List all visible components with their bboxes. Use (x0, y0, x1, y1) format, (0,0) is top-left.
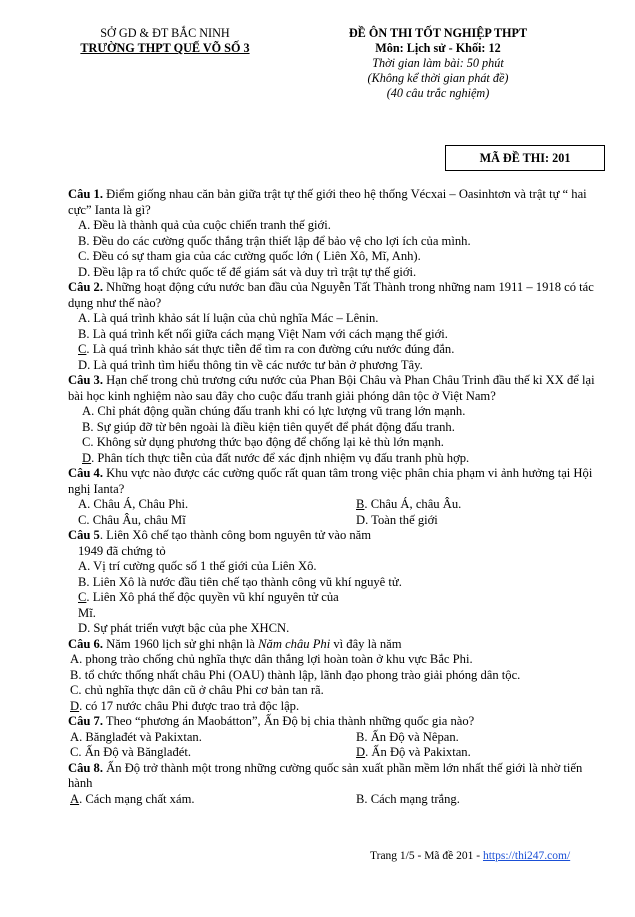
school-name: TRƯỜNG THPT QUẾ VÕ SỐ 3 (80, 41, 250, 55)
question-number: Câu 7. (68, 714, 103, 728)
question-7 (68, 714, 596, 761)
option-b: B. Sự giúp đỡ từ bên ngoài là điều kiện tiên quyết để phát động đấu tranh. (82, 419, 455, 434)
question-8-stem (68, 761, 596, 792)
question-5-stem (68, 528, 596, 544)
question-1 (68, 187, 596, 280)
option-a: A. Cách mạng chất xám. (70, 791, 195, 806)
option-c: C. Không sử dụng phương thức bạo động để chống lại kẻ thù lớn mạnh. (82, 435, 444, 449)
question-text: . Liên Xô chế tạo thành công bom nguyên tử vào năm (99, 528, 372, 542)
question-5 (68, 528, 596, 637)
question-count: (40 câu trắc nghiệm) (386, 86, 490, 100)
question-number: Câu 3. (68, 373, 103, 387)
option-b: B. tổ chức thống nhất châu Phi (OAU) thành lập, lãnh đạo phong trào giải phóng dân tộc. (70, 667, 521, 682)
option-b: B. Liên Xô là nước đầu tiên chế tạo thành công vũ khí nguyê tử. (78, 574, 402, 589)
option-b: B. Cách mạng trắng. (356, 791, 460, 806)
question-number: Câu 1. (68, 187, 103, 201)
footer-link[interactable]: https://thi247.com/ (482, 850, 571, 862)
question-number: Câu 5 (68, 528, 100, 542)
option-c: C. Là quá trình khảo sát thực tiễn để tìm ra con đường cứu nước đúng đắn. (78, 342, 455, 356)
question-number: Câu 6. (68, 636, 103, 651)
option-letter: D (70, 698, 80, 713)
option-d: D. Đều lập ra tổ chức quốc tế để giám sát và duy trì trật tự thế giới. (78, 264, 417, 279)
option-d: D. Sự phát triển vượt bậc của phe XHCN. (78, 621, 290, 635)
question-7-stem (68, 714, 596, 730)
footer-text: Trang 1/5 - Mã đề 201 - (370, 850, 483, 862)
question-text: Hạn chế trong chủ trương cứu nước của Phan Bội Châu và Phan Châu Trinh đầu thế kỉ XX để lại bài học kinh nghiệm nào sau đây cho cuộc đấu tranh giải phóng dân tộc ở Việt Nam? (68, 373, 595, 403)
department-name: SỞ GD & ĐT BẮC NINH (100, 26, 230, 40)
question-text-emphasis: Năm châu Phi (258, 636, 331, 651)
question-6 (68, 637, 596, 715)
option-a: A. Chỉ phát động quần chúng đấu tranh khi có lực lượng vũ trang lớn mạnh. (82, 404, 466, 418)
question-text: Năm 1960 lịch sử ghi nhận là (103, 636, 259, 651)
option-a: A. Bănglađét và Pakixtan. (70, 729, 202, 744)
question-number: Câu 8. (68, 760, 103, 775)
option-d: D. Phân tích thực tiễn của đất nước để xác định nhiệm vụ đấu tranh phù hợp. (82, 450, 470, 465)
option-b: B. Đều do các cường quốc thắng trận thiết lập để bảo vệ cho lợi ích của mình. (78, 233, 471, 248)
option-a: A. Là quá trình khảo sát lí luận của chủ nghĩa Mác – Lênin. (78, 311, 379, 325)
header-right (308, 26, 568, 101)
question-4-stem (68, 466, 596, 497)
option-b: B. Châu Á, châu Âu. (356, 497, 462, 511)
question-number: Câu 4. (68, 466, 103, 480)
option-letter: A (70, 791, 80, 806)
option-letter: D (82, 450, 92, 465)
question-8 (68, 761, 596, 808)
question-text: Ấn Độ trở thành một trong những cường quốc sản xuất phần mềm lớn nhất thế giới là nhờ tiến hành (68, 760, 583, 790)
option-c-continued: Mĩ. (78, 605, 96, 620)
page-footer (370, 850, 610, 862)
exam-code-box: MÃ ĐỀ THI: 201 (445, 145, 605, 171)
header-left (60, 26, 270, 56)
option-a: A. Vị trí cường quốc số 1 thế giới của Liên Xô. (78, 559, 317, 573)
option-d: D. Toàn thế giới (356, 512, 438, 527)
time-note: (Không kể thời gian phát đề) (367, 71, 509, 85)
option-letter: B (356, 497, 365, 511)
question-number: Câu 2. (68, 280, 103, 294)
question-1-stem (68, 187, 596, 218)
question-text: Những hoạt động cứu nước ban đầu của Nguyễn Tất Thành trong những nam 1911 – 1918 có tác dụng như thế nào? (68, 280, 594, 310)
question-2 (68, 280, 596, 373)
option-d: D. Ấn Độ và Pakixtan. (356, 745, 471, 759)
question-text: Khu vực nào được các cường quốc rất quan tâm trong việc phân chia phạm vi ảnh hưởng tại Hội nghị Ianta? (68, 466, 593, 496)
question-text: Theo “phương án Maobátton”, Ấn Độ bị chia thành những quốc gia nào? (103, 714, 475, 728)
option-c: C. Liên Xô phá thế độc quyền vũ khí nguyên tử của (78, 590, 339, 604)
time-line: Thời gian làm bài: 50 phút (372, 56, 504, 70)
option-c: C. Ấn Độ và Bănglađét. (70, 745, 192, 759)
option-a: A. phong trào chống chủ nghĩa thực dân thắng lợi hoàn toàn ở khu vực Bắc Phi. (70, 652, 473, 666)
question-list (68, 187, 596, 807)
exam-title: ĐỀ ÔN THI TỐT NGHIỆP THPT (348, 26, 528, 40)
option-letter: D (356, 745, 366, 759)
question-text: Điểm giống nhau căn bản giữa trật tự thế giới theo hệ thống Vécxai – Oasinhtơn và trật tự “ hai cực” Ianta là gì? (68, 187, 587, 217)
option-c: C. Đều có sự tham gia của các cường quốc lớn ( Liên Xô, Mĩ, Anh). (78, 249, 421, 263)
option-letter: C (78, 590, 87, 604)
question-3-stem (68, 373, 596, 404)
option-c: C. Châu Âu, châu Mĩ (78, 512, 186, 527)
question-text-continued: 1949 đã chứng tỏ (78, 543, 166, 558)
subject-line: Môn: Lịch sử - Khối: 12 (375, 41, 501, 55)
question-2-stem (68, 280, 596, 311)
question-6-stem: Câu 6. Năm 1960 lịch sử ghi nhận là Năm châu Phi vì đây là năm (68, 636, 402, 651)
option-b: B. Ấn Độ và Nêpan. (356, 729, 459, 744)
option-letter: C (78, 342, 87, 356)
option-a: A. Châu Á, Châu Phi. (78, 497, 189, 511)
option-b: B. Là quá trình kết nối giữa cách mạng Việt Nam với cách mạng thế giới. (78, 326, 448, 341)
option-d: D. có 17 nước châu Phi được trao trả độc lập. (70, 698, 300, 713)
question-4 (68, 466, 596, 528)
option-c: C. chủ nghĩa thực dân cũ ở châu Phi cơ bản tan rã. (70, 683, 324, 697)
option-d: D. Là quá trình tìm hiểu thông tin về các nước tư bản ở phương Tây. (78, 357, 423, 372)
question-3 (68, 373, 596, 466)
option-a: A. Đều là thành quả của cuộc chiến tranh thế giới. (78, 218, 331, 232)
